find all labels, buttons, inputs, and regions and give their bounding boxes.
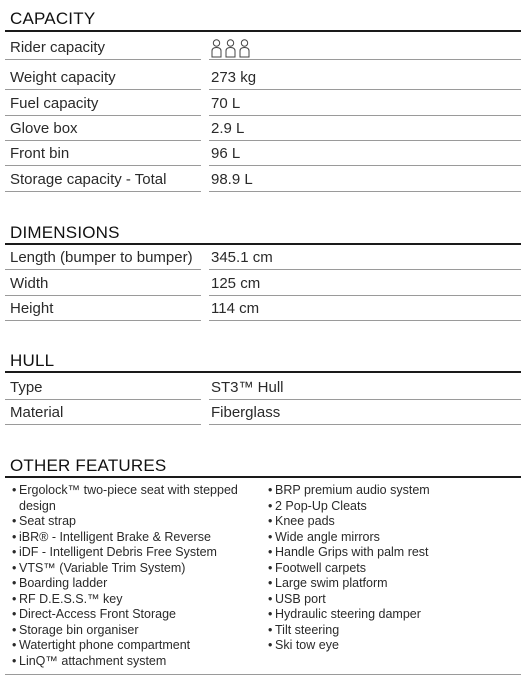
bullet: •	[12, 622, 17, 637]
list-item	[12, 638, 267, 654]
row-value	[209, 37, 521, 60]
bullet: •	[268, 483, 273, 497]
feature-text: 2 Pop-Up Cleats	[275, 498, 367, 513]
rider-icon	[239, 39, 250, 58]
row-value: 70 L	[209, 93, 521, 116]
capacity-row-fuel	[5, 93, 521, 118]
list-item	[12, 607, 267, 623]
capacity-row-rider	[5, 37, 521, 62]
feature-text: Hydraulic steering damper	[275, 607, 421, 621]
row-label: Height	[5, 298, 201, 321]
feature-text: RF D.E.S.S.™ key	[19, 591, 123, 606]
features-right-column	[268, 483, 530, 654]
bullet: •	[268, 560, 273, 575]
row-label: Width	[5, 273, 201, 296]
bullet: •	[268, 498, 273, 513]
bullet: •	[12, 576, 17, 590]
bullet: •	[268, 591, 273, 606]
row-label: Type	[5, 377, 201, 400]
list-item	[12, 483, 267, 514]
bullet: •	[268, 529, 273, 544]
list-item	[268, 592, 530, 608]
list-item	[268, 638, 530, 654]
row-label: Front bin	[5, 143, 201, 166]
row-value: 96 L	[209, 143, 521, 166]
row-value: ST3™ Hull	[209, 377, 521, 400]
list-item	[12, 561, 267, 577]
list-item	[12, 545, 267, 561]
bullet: •	[268, 576, 273, 590]
hull-row-type	[5, 377, 521, 402]
bullet: •	[12, 638, 17, 652]
bullet: •	[268, 514, 273, 528]
row-label: Fuel capacity	[5, 93, 201, 116]
list-item	[268, 607, 530, 623]
list-item	[268, 499, 530, 515]
bullet: •	[12, 483, 17, 497]
list-item	[268, 561, 530, 577]
other-features-title: OTHER FEATURES	[10, 456, 167, 475]
capacity-row-weight	[5, 67, 521, 92]
row-value: 125 cm	[209, 273, 521, 296]
bullet: •	[268, 545, 273, 559]
feature-text: LinQ™ attachment system	[19, 653, 167, 668]
feature-text: Knee pads	[275, 514, 335, 528]
row-value: Fiberglass	[209, 402, 521, 425]
capacity-rule	[5, 30, 521, 32]
list-item	[12, 576, 267, 592]
row-label: Storage capacity - Total	[5, 169, 201, 192]
feature-text: Ergolock™ two-piece seat with stepped design	[19, 483, 238, 513]
bullet: •	[268, 622, 273, 637]
feature-text: Watertight phone compartment	[19, 638, 191, 652]
feature-text: Ski tow eye	[275, 638, 339, 652]
row-value: 98.9 L	[209, 169, 521, 192]
feature-text: Direct-Access Front Storage	[19, 607, 176, 621]
dimensions-row-height	[5, 298, 521, 323]
capacity-title: CAPACITY	[10, 9, 96, 28]
list-item	[268, 514, 530, 530]
list-item	[268, 576, 530, 592]
list-item	[268, 545, 530, 561]
capacity-row-glove-box	[5, 118, 521, 143]
capacity-row-storage-total	[5, 169, 521, 194]
bullet: •	[12, 529, 17, 544]
feature-text: Boarding ladder	[19, 576, 108, 590]
capacity-row-front-bin	[5, 143, 521, 168]
feature-text: iBR® - Intelligent Brake & Reverse	[19, 529, 211, 544]
feature-text: Storage bin organiser	[19, 622, 139, 637]
rider-icon	[225, 39, 236, 58]
list-item	[12, 514, 267, 530]
bullet: •	[12, 607, 17, 621]
features-bottom-rule	[5, 674, 521, 675]
feature-text: Tilt steering	[275, 622, 340, 637]
feature-text: Wide angle mirrors	[275, 529, 380, 544]
row-label: Rider capacity	[5, 37, 201, 60]
list-item	[12, 623, 267, 639]
row-label: Weight capacity	[5, 67, 201, 90]
bullet: •	[12, 514, 17, 528]
bullet: •	[268, 607, 273, 621]
dimensions-row-width	[5, 273, 521, 298]
bullet: •	[268, 638, 273, 652]
feature-text: BRP premium audio system	[275, 483, 430, 497]
feature-text: Handle Grips with palm rest	[275, 545, 429, 559]
list-item	[12, 654, 267, 670]
features-left-column	[12, 483, 267, 669]
dimensions-rule	[5, 243, 521, 245]
list-item	[268, 623, 530, 639]
feature-text: VTS™ (Variable Trim System)	[19, 560, 186, 575]
hull-rule	[5, 371, 521, 373]
row-value: 114 cm	[209, 298, 521, 321]
row-label: Glove box	[5, 118, 201, 141]
bullet: •	[12, 653, 17, 668]
dimensions-title: DIMENSIONS	[10, 223, 120, 242]
list-item	[268, 483, 530, 499]
row-label: Length (bumper to bumper)	[5, 247, 201, 270]
list-item	[12, 592, 267, 608]
bullet: •	[12, 591, 17, 606]
hull-title: HULL	[10, 351, 55, 370]
bullet: •	[12, 560, 17, 575]
rider-capacity-icon	[211, 39, 250, 58]
row-label: Material	[5, 402, 201, 425]
feature-text: USB port	[275, 591, 326, 606]
other-features-rule	[5, 476, 521, 478]
list-item	[268, 530, 530, 546]
hull-row-material	[5, 402, 521, 427]
rider-icon	[211, 39, 222, 58]
feature-text: iDF - Intelligent Debris Free System	[19, 545, 217, 559]
feature-text: Large swim platform	[275, 576, 388, 590]
dimensions-row-length	[5, 247, 521, 272]
feature-text: Seat strap	[19, 514, 76, 528]
bullet: •	[12, 545, 17, 559]
list-item	[12, 530, 267, 546]
row-value: 273 kg	[209, 67, 521, 90]
row-value: 2.9 L	[209, 118, 521, 141]
feature-text: Footwell carpets	[275, 560, 367, 575]
row-value: 345.1 cm	[209, 247, 521, 270]
